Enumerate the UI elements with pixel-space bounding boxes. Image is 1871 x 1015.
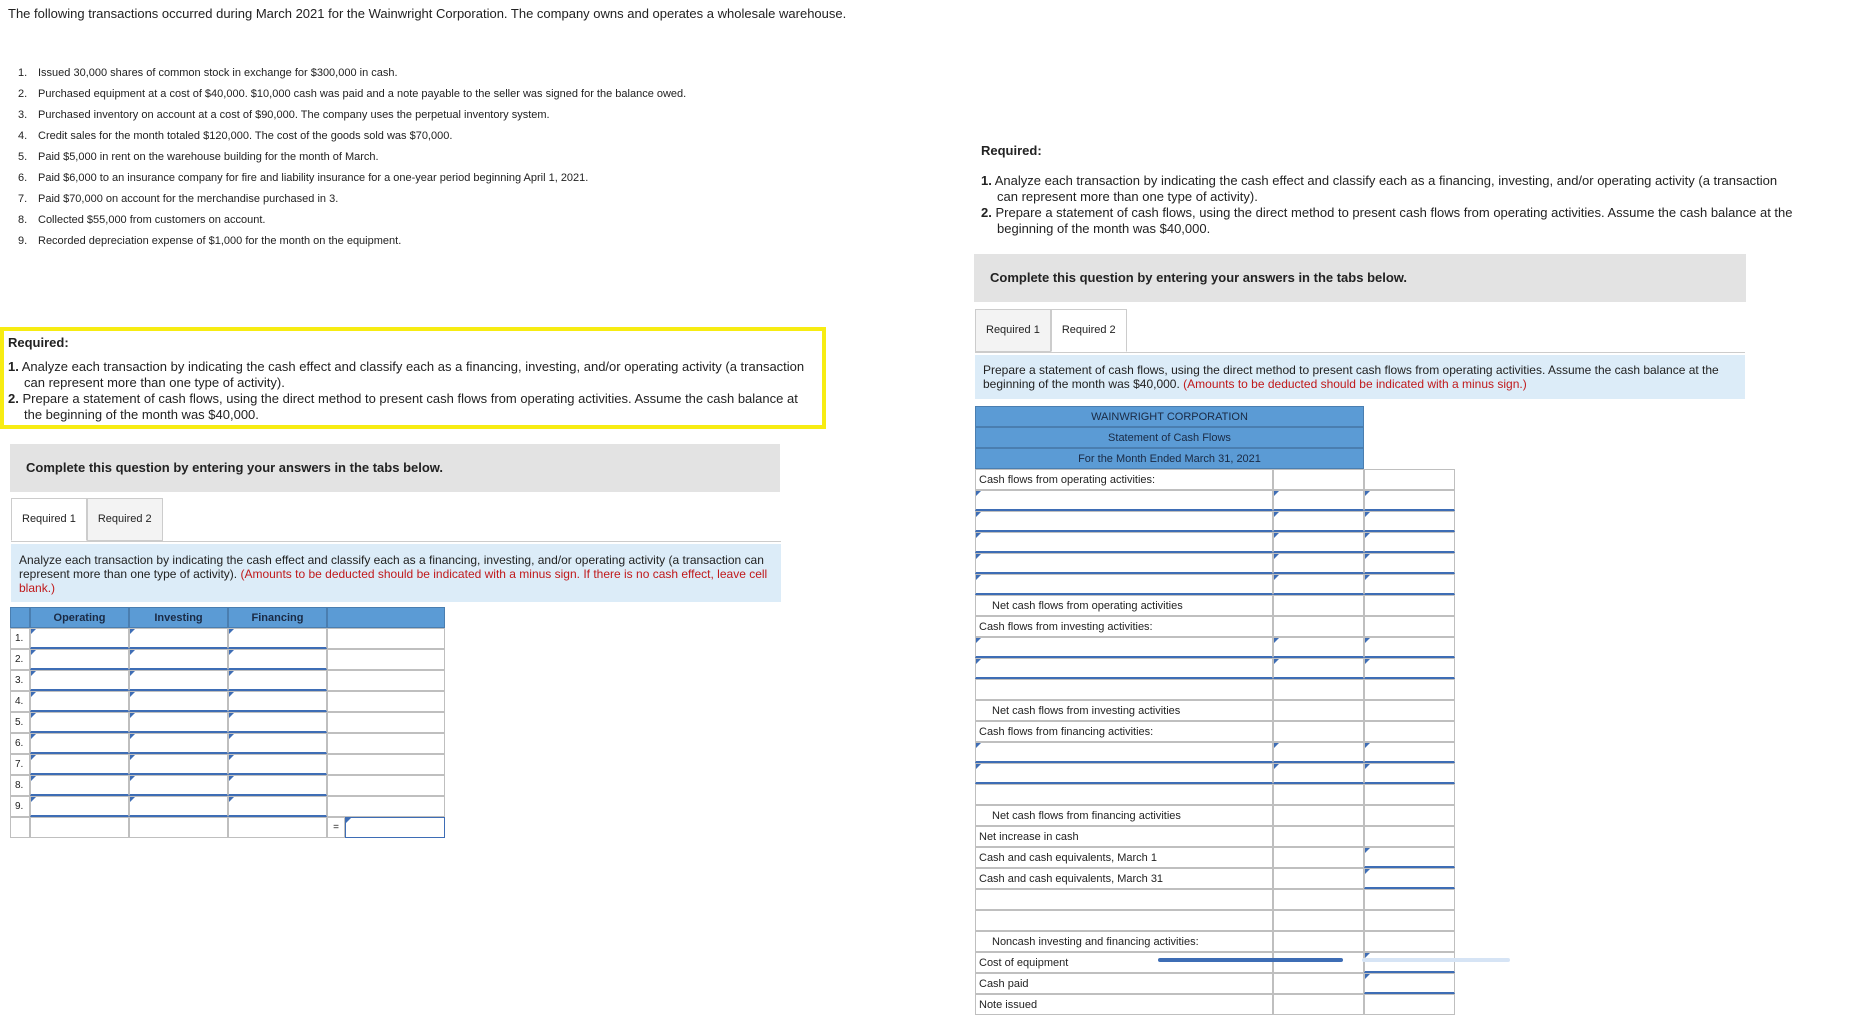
blank-cell xyxy=(1364,826,1455,847)
instructions-banner: Complete this question by entering your answers in the tabs below. xyxy=(974,254,1746,302)
amount-input[interactable] xyxy=(30,775,129,796)
blank-cell xyxy=(1273,700,1364,721)
tab-required-2[interactable]: Required 2 xyxy=(1051,309,1127,352)
amount-input[interactable] xyxy=(129,628,228,649)
line-item-input[interactable] xyxy=(975,532,1273,553)
total-input[interactable] xyxy=(345,817,445,838)
row-number: 3. xyxy=(10,670,30,691)
column-header: Operating xyxy=(30,607,129,628)
total-input[interactable] xyxy=(1364,511,1455,532)
amount-input[interactable] xyxy=(228,733,327,754)
transaction-list xyxy=(18,63,686,252)
row-number: 1. xyxy=(10,628,30,649)
tab-bar xyxy=(11,498,163,541)
line-item-input[interactable] xyxy=(975,637,1273,658)
total-cell xyxy=(30,817,129,838)
company-name: WAINWRIGHT CORPORATION xyxy=(975,406,1364,427)
amount-input[interactable] xyxy=(228,775,327,796)
amount-input[interactable] xyxy=(228,796,327,817)
amount-input[interactable] xyxy=(129,775,228,796)
blank-row xyxy=(975,784,1273,805)
statement-line-label: Net cash flows from financing activities xyxy=(975,805,1273,826)
blank-cell xyxy=(1273,994,1364,1015)
list-item: 3. Purchased inventory on account at a cost of $90,000. The company uses the perpetual inventory system. xyxy=(18,109,550,121)
blank-cell xyxy=(327,754,445,775)
blank-cell xyxy=(1273,469,1364,490)
row-number: 4. xyxy=(10,691,30,712)
amount-input[interactable] xyxy=(30,712,129,733)
required-item-1: 1. Analyze each transaction by indicating the cash effect and classify each as a financing, investing, and/or operating activity (a transaction can represent more than one type of activity). xyxy=(8,359,805,390)
blank-row xyxy=(975,889,1273,910)
statement-title: Statement of Cash Flows xyxy=(975,427,1364,448)
amount-input[interactable] xyxy=(1273,637,1364,658)
required-box xyxy=(981,143,1801,237)
tab-divider xyxy=(975,352,1745,353)
total-input[interactable] xyxy=(1364,868,1455,889)
tab-bar xyxy=(975,309,1127,352)
intro-text: The following transactions occurred during March 2021 for the Wainwright Corporation. The company owns and operates a wholesale warehouse. xyxy=(8,6,847,21)
statement-line-label: Net cash flows from operating activities xyxy=(975,595,1273,616)
blank-cell xyxy=(1273,847,1364,868)
line-item-input[interactable] xyxy=(975,574,1273,595)
column-header-number xyxy=(10,607,30,628)
statement-line-label: Net cash flows from investing activities xyxy=(975,700,1273,721)
amount-input[interactable] xyxy=(129,670,228,691)
row-number: 9. xyxy=(10,796,30,817)
blank-cell xyxy=(1364,469,1455,490)
row-number: 2. xyxy=(10,649,30,670)
amount-input[interactable] xyxy=(228,628,327,649)
amount-input[interactable] xyxy=(228,712,327,733)
blank-cell xyxy=(10,817,30,838)
blank-cell xyxy=(1364,805,1455,826)
blank-cell xyxy=(1273,805,1364,826)
statement-period: For the Month Ended March 31, 2021 xyxy=(975,448,1364,469)
blank-cell xyxy=(1364,994,1455,1015)
blank-row xyxy=(975,679,1273,700)
blank-cell xyxy=(1273,868,1364,889)
required-box-highlighted xyxy=(0,327,826,429)
amount-input[interactable] xyxy=(129,796,228,817)
line-item-input[interactable] xyxy=(975,490,1273,511)
equals-sign: = xyxy=(327,817,345,838)
total-input[interactable] xyxy=(1364,742,1455,763)
list-item: 4. Credit sales for the month totaled $120,000. The cost of the goods sold was $70,000. xyxy=(18,130,453,142)
total-input[interactable] xyxy=(1364,553,1455,574)
line-item-input[interactable] xyxy=(975,763,1273,784)
required-2-instructions: Prepare a statement of cash flows, using the direct method to present cash flows from operating activities. Assume the cash balance at the beginning of the month was $40,000. (Amounts to be deducted should be indicated with a minus sign.) xyxy=(975,355,1745,399)
statement-line-label: Noncash investing and financing activities: xyxy=(975,931,1273,952)
total-input[interactable] xyxy=(1364,952,1455,973)
blank-cell xyxy=(1364,679,1455,700)
amount-input[interactable] xyxy=(1273,553,1364,574)
required-item-2: 2. Prepare a statement of cash flows, using the direct method to present cash flows from operating activities. Assume the cash balance at the beginning of the month was $40,000. xyxy=(8,391,798,422)
line-item-input[interactable] xyxy=(975,511,1273,532)
required-heading: Required: xyxy=(8,335,69,350)
amount-input[interactable] xyxy=(30,754,129,775)
total-input[interactable] xyxy=(1364,763,1455,784)
statement-line-label: Net increase in cash xyxy=(975,826,1273,847)
blank-row xyxy=(975,910,1273,931)
amount-input[interactable] xyxy=(1273,574,1364,595)
amount-input[interactable] xyxy=(129,691,228,712)
scrollbar[interactable] xyxy=(1158,958,1343,962)
amount-input[interactable] xyxy=(129,712,228,733)
blank-cell xyxy=(1273,721,1364,742)
blank-cell xyxy=(1273,931,1364,952)
blank-cell xyxy=(327,628,445,649)
statement-line-label: Cash flows from investing activities: xyxy=(975,616,1273,637)
required-1-instructions: Analyze each transaction by indicating the cash effect and classify each as a financing, investing, and/or operating activity (a transaction can represent more than one type of activity). (Amounts to be deducted should be indicated with a minus sign. If there is no cash effect, leave cell blank.) xyxy=(11,544,781,602)
blank-cell xyxy=(1273,784,1364,805)
total-input[interactable] xyxy=(1364,637,1455,658)
amount-input[interactable] xyxy=(228,754,327,775)
amount-input[interactable] xyxy=(30,796,129,817)
instructions-banner: Complete this question by entering your answers in the tabs below. xyxy=(10,444,780,492)
blank-cell xyxy=(1364,910,1455,931)
row-number: 5. xyxy=(10,712,30,733)
blank-cell xyxy=(1364,700,1455,721)
statement-line-label: Cost of equipment xyxy=(975,952,1273,973)
amount-input[interactable] xyxy=(1273,658,1364,679)
line-item-input[interactable] xyxy=(975,742,1273,763)
statement-line-label: Cash and cash equivalents, March 1 xyxy=(975,847,1273,868)
blank-cell xyxy=(327,733,445,754)
total-input[interactable] xyxy=(1364,532,1455,553)
statement-line-label: Cash flows from financing activities: xyxy=(975,721,1273,742)
amount-input[interactable] xyxy=(1273,511,1364,532)
amount-input[interactable] xyxy=(129,733,228,754)
blank-cell xyxy=(327,649,445,670)
blank-cell xyxy=(1273,889,1364,910)
column-header: Investing xyxy=(129,607,228,628)
list-item: 1. Issued 30,000 shares of common stock in exchange for $300,000 in cash. xyxy=(18,67,398,79)
total-cell xyxy=(129,817,228,838)
blank-cell xyxy=(1364,616,1455,637)
amount-input[interactable] xyxy=(228,649,327,670)
required-item-2: 2. Prepare a statement of cash flows, using the direct method to present cash flows from operating activities. Assume the cash balance at the beginning of the month was $40,000. xyxy=(981,205,1793,236)
amount-input[interactable] xyxy=(1273,532,1364,553)
statement-line-label: Note issued xyxy=(975,994,1273,1015)
total-input[interactable] xyxy=(1364,658,1455,679)
tab-divider xyxy=(11,541,781,542)
total-cell xyxy=(228,817,327,838)
blank-cell xyxy=(1273,826,1364,847)
required-item-1: 1. Analyze each transaction by indicating the cash effect and classify each as a financing, investing, and/or operating activity (a transaction can represent more than one type of activity). xyxy=(981,173,1778,204)
tab-required-2[interactable]: Required 2 xyxy=(87,498,163,541)
statement-line-label: Cash flows from operating activities: xyxy=(975,469,1273,490)
list-item: 2. Purchased equipment at a cost of $40,000. $10,000 cash was paid and a note payable to the seller was signed for the balance owed. xyxy=(18,88,687,100)
list-item: 5. Paid $5,000 in rent on the warehouse building for the month of March. xyxy=(18,151,379,163)
list-item: 8. Collected $55,000 from customers on account. xyxy=(18,214,266,226)
amount-input[interactable] xyxy=(228,691,327,712)
tab-required-1[interactable]: Required 1 xyxy=(975,309,1051,352)
amount-input[interactable] xyxy=(129,754,228,775)
statement-line-label: Cash paid xyxy=(975,973,1273,994)
blank-cell xyxy=(1364,931,1455,952)
blank-cell xyxy=(1364,721,1455,742)
amount-input[interactable] xyxy=(30,649,129,670)
blank-cell xyxy=(1273,910,1364,931)
blank-cell xyxy=(327,670,445,691)
amount-input[interactable] xyxy=(1273,490,1364,511)
required-heading: Required: xyxy=(981,143,1042,158)
total-input[interactable] xyxy=(1364,490,1455,511)
blank-cell xyxy=(1364,595,1455,616)
blank-cell xyxy=(327,712,445,733)
blank-cell xyxy=(327,691,445,712)
amount-input[interactable] xyxy=(1273,742,1364,763)
blank-cell xyxy=(1273,595,1364,616)
total-input[interactable] xyxy=(1364,847,1455,868)
row-number: 8. xyxy=(10,775,30,796)
scrollbar[interactable] xyxy=(1362,958,1510,962)
list-item: 7. Paid $70,000 on account for the merchandise purchased in 3. xyxy=(18,193,339,205)
amount-input[interactable] xyxy=(30,670,129,691)
blank-cell xyxy=(327,775,445,796)
amount-input[interactable] xyxy=(30,628,129,649)
column-header: Financing xyxy=(228,607,327,628)
blank-cell xyxy=(1364,889,1455,910)
blank-cell xyxy=(1273,973,1364,994)
blank-cell xyxy=(1273,679,1364,700)
list-item: 6. Paid $6,000 to an insurance company for fire and liability insurance for a one-year period beginning April 1, 2021. xyxy=(18,172,589,184)
total-input[interactable] xyxy=(1364,973,1455,994)
statement-line-label: Cash and cash equivalents, March 31 xyxy=(975,868,1273,889)
blank-cell xyxy=(1273,616,1364,637)
blank-cell xyxy=(327,796,445,817)
blank-cell xyxy=(1364,784,1455,805)
line-item-input[interactable] xyxy=(975,553,1273,574)
row-number: 7. xyxy=(10,754,30,775)
line-item-input[interactable] xyxy=(975,658,1273,679)
amount-input[interactable] xyxy=(30,733,129,754)
blank-cell xyxy=(1273,952,1364,973)
total-input[interactable] xyxy=(1364,574,1455,595)
column-header-blank xyxy=(327,607,445,628)
row-number: 6. xyxy=(10,733,30,754)
amount-input[interactable] xyxy=(129,649,228,670)
amount-input[interactable] xyxy=(228,670,327,691)
list-item: 9. Recorded depreciation expense of $1,000 for the month on the equipment. xyxy=(18,235,402,247)
amount-input[interactable] xyxy=(1273,763,1364,784)
amount-input[interactable] xyxy=(30,691,129,712)
tab-required-1[interactable]: Required 1 xyxy=(11,498,87,541)
